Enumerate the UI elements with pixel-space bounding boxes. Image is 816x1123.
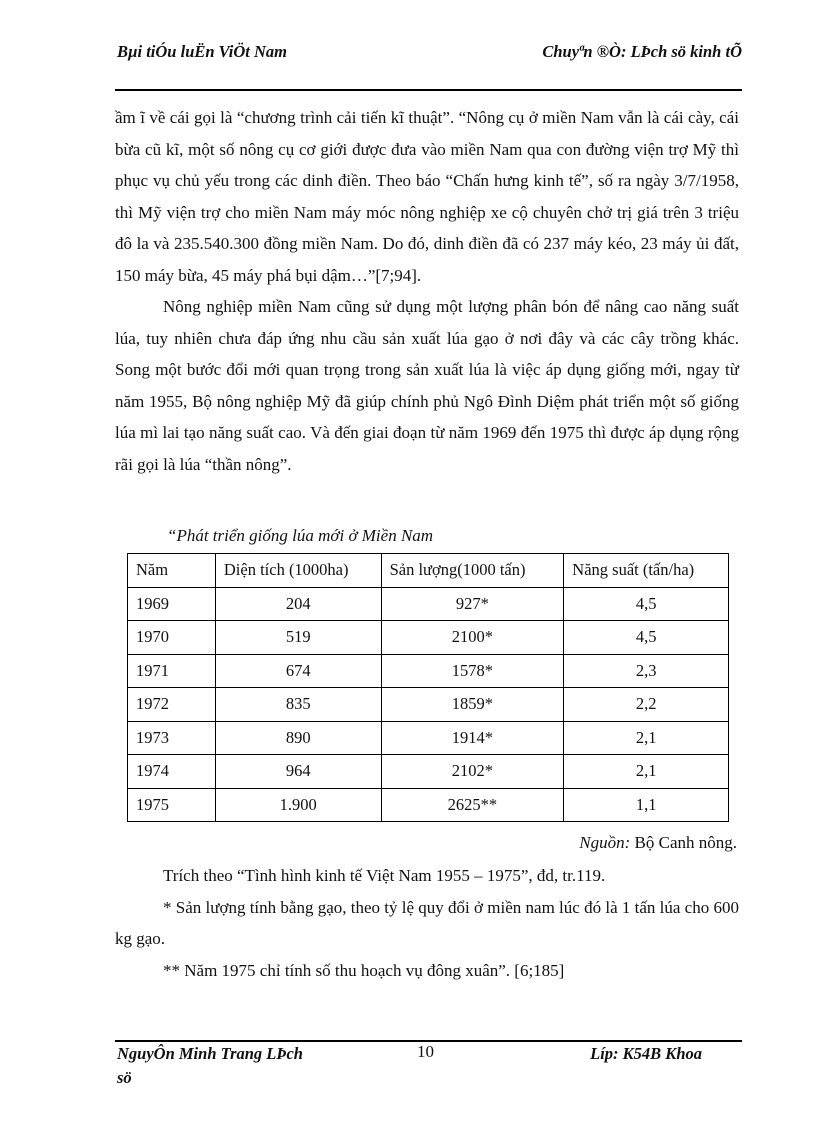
header-year: Năm bbox=[128, 554, 216, 588]
source-value: Bộ Canh nông. bbox=[634, 833, 737, 852]
table-row bbox=[128, 721, 729, 755]
cell-year: 1974 bbox=[128, 755, 216, 789]
table-row bbox=[128, 654, 729, 688]
table-row bbox=[128, 587, 729, 621]
cell-area: 519 bbox=[215, 621, 381, 655]
header-divider bbox=[115, 89, 742, 91]
cell-year: 1971 bbox=[128, 654, 216, 688]
table-row bbox=[128, 755, 729, 789]
cell-yield: 4,5 bbox=[564, 621, 729, 655]
body-text bbox=[115, 102, 739, 480]
page-header bbox=[117, 40, 742, 88]
cell-yield: 2,1 bbox=[564, 755, 729, 789]
table-header-row bbox=[128, 554, 729, 588]
cell-area: 204 bbox=[215, 587, 381, 621]
cell-yield: 2,2 bbox=[564, 688, 729, 722]
cell-area: 964 bbox=[215, 755, 381, 789]
table-source bbox=[579, 829, 737, 857]
notes bbox=[115, 860, 739, 986]
table-row bbox=[128, 688, 729, 722]
paragraph-1: ầm ĩ về cái gọi là “chương trình cải tiến kĩ thuật”. “Nông cụ ở miền Nam vẫn là cái cày, cái bừa cũ kĩ, một số nông cụ cơ giới được đưa vào miền Nam qua con đường viện trợ Mỹ thì phục vụ chủ yếu trong các dinh điền. Theo báo “Chấn hưng kinh tế”, số ra ngày 3/7/1958, thì Mỹ viện trợ cho miền Nam máy móc nông nghiệp xe cộ chuyên chở trị giá trên 3 triệu đô la và 235.540.300 đồng miền Nam. Do đó, dinh điền đã có 237 máy kéo, 23 máy ủi đất, 150 máy bừa, 45 máy phá bụi dậm…”[7;94]. bbox=[115, 108, 739, 285]
table-row bbox=[128, 788, 729, 822]
table-row bbox=[128, 621, 729, 655]
cell-yield: 1,1 bbox=[564, 788, 729, 822]
note-footnote-1: * Sản lượng tính bằng gạo, theo tỷ lệ quy đổi ở miền nam lúc đó là 1 tấn lúa cho 600 kg gạo. bbox=[115, 897, 739, 948]
note-footnote-2: ** Năm 1975 chỉ tính số thu hoạch vụ đông xuân”. [6;185] bbox=[163, 960, 565, 980]
header-yield: Năng suất (tấn/ha) bbox=[564, 554, 729, 588]
rice-production-table bbox=[127, 553, 729, 822]
paragraph-2: Nông nghiệp miền Nam cũng sử dụng một lượng phân bón để nâng cao năng suất lúa, tuy nhiên chưa đáp ứng nhu cầu sản xuất lúa gạo ở nơi đây và các cây trồng khác. Song một bước đổi mới quan trọng trong sản xuất lúa là việc áp dụng giống mới, ngay từ năm 1955, Bộ nông nghiệp Mỹ đã giúp chính phủ Ngô Đình Diệm phát triển một số giống lúa mì lai tạo năng suất cao. Và đến giai đoạn từ năm 1969 đến 1975 thì được áp dụng rộng rãi gọi là lúa “thần nông”. bbox=[115, 297, 739, 474]
cell-area: 890 bbox=[215, 721, 381, 755]
cell-output: 2102* bbox=[381, 755, 564, 789]
footer-class: Líp: K54B Khoa bbox=[590, 1044, 702, 1063]
page-number: 10 bbox=[417, 1042, 434, 1061]
cell-output: 2100* bbox=[381, 621, 564, 655]
header-output: Sản lượng(1000 tấn) bbox=[381, 554, 564, 588]
cell-output: 1578* bbox=[381, 654, 564, 688]
note-citation: Trích theo “Tình hình kinh tế Việt Nam 1955 – 1975”, đd, tr.119. bbox=[163, 866, 606, 885]
cell-yield: 4,5 bbox=[564, 587, 729, 621]
cell-year: 1970 bbox=[128, 621, 216, 655]
cell-year: 1973 bbox=[128, 721, 216, 755]
cell-yield: 2,3 bbox=[564, 654, 729, 688]
cell-year: 1969 bbox=[128, 587, 216, 621]
cell-area: 674 bbox=[215, 654, 381, 688]
cell-output: 1859* bbox=[381, 688, 564, 722]
cell-output: 2625** bbox=[381, 788, 564, 822]
header-left-text: Bµi tiÓu luËn ViÖt Nam bbox=[117, 42, 287, 61]
table-caption: “Phát triển giống lúa mới ở Miền Nam bbox=[167, 526, 434, 545]
cell-output: 1914* bbox=[381, 721, 564, 755]
footer-author: NguyÔn Minh Trang LÞch sö bbox=[117, 1044, 303, 1087]
cell-year: 1975 bbox=[128, 788, 216, 822]
cell-output: 927* bbox=[381, 587, 564, 621]
page-footer bbox=[117, 1042, 742, 1090]
cell-area: 835 bbox=[215, 688, 381, 722]
cell-yield: 2,1 bbox=[564, 721, 729, 755]
header-area: Diện tích (1000ha) bbox=[215, 554, 381, 588]
header-right-text: Chuyªn ®Ò: LÞch sö kinh tÕ bbox=[542, 42, 742, 61]
source-label: Nguồn: bbox=[579, 833, 631, 852]
cell-area: 1.900 bbox=[215, 788, 381, 822]
cell-year: 1972 bbox=[128, 688, 216, 722]
